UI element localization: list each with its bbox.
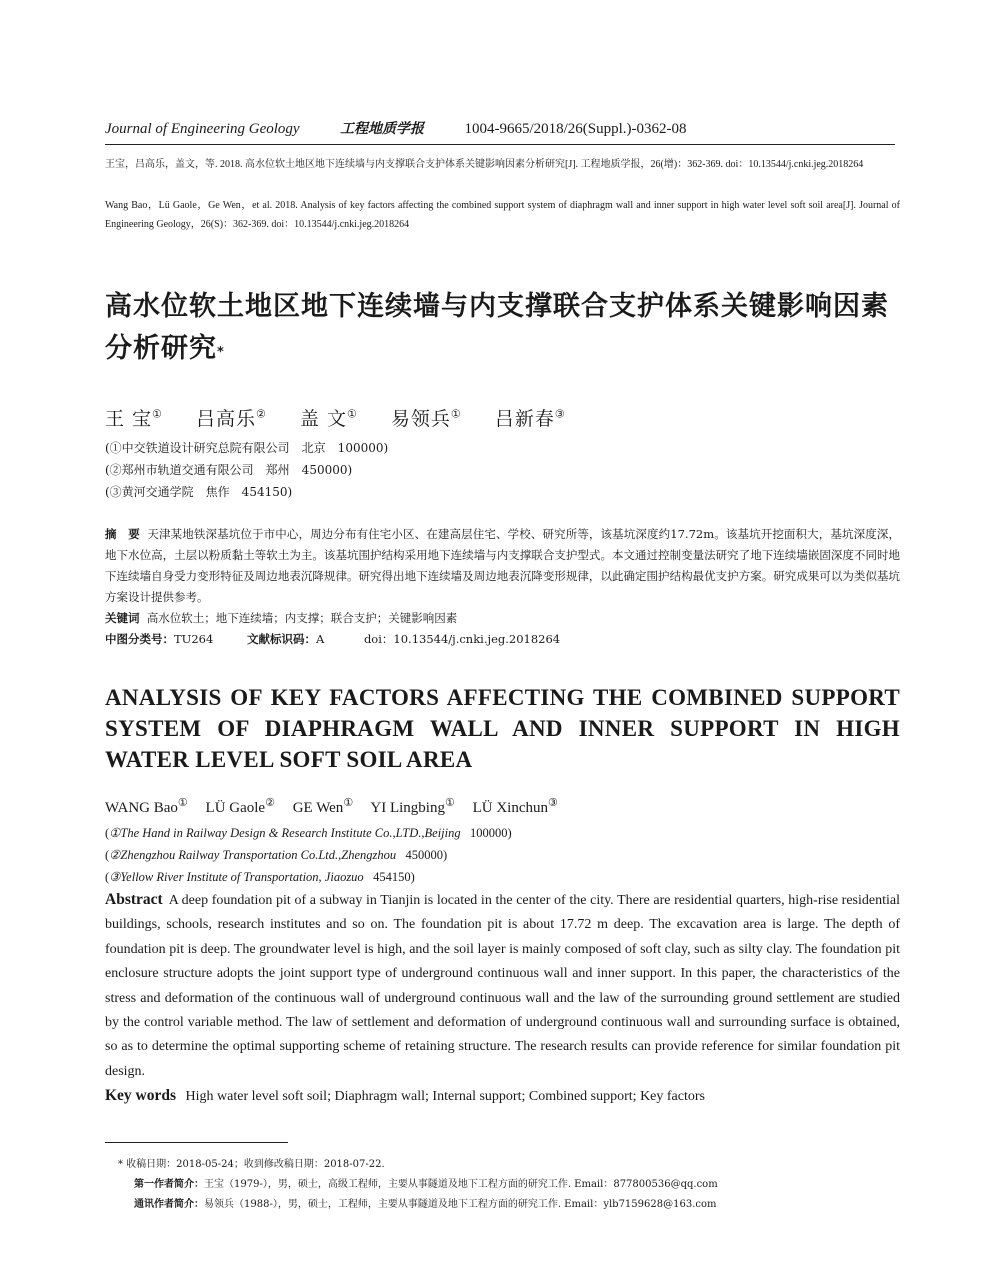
author-name: 盖 文 (299, 408, 347, 430)
authors-cn (105, 404, 592, 431)
author-cn (495, 408, 566, 430)
author-name: LÜ Xinchun (472, 800, 548, 816)
postal-code: 100000) (470, 826, 512, 840)
clc-label: 中图分类号： (105, 632, 174, 646)
author-en (292, 797, 354, 816)
corresponding-author-note (118, 1195, 718, 1215)
doc-code-value: A (315, 632, 325, 646)
keywords-cn (105, 608, 900, 629)
first-author-text: 王宝（1979-），男，硕士，高级工程师，主要从事隧道及地下工程方面的研究工作. Email：877800536@qq.com (204, 1179, 718, 1190)
author-cn (391, 408, 462, 430)
footnotes (118, 1155, 718, 1215)
author-name: GE Wen (292, 800, 344, 816)
corresponding-author-text: 易领兵（1988-），男，硕士，工程师，主要从事隧道及地下工程方面的研究工作. Email：ylb7159628@163.com (204, 1199, 717, 1210)
author-name: 吕高乐 (195, 408, 256, 430)
author-aff-mark: ① (152, 407, 163, 421)
footnote-rule (105, 1142, 288, 1143)
affiliation-cn: (①中交铁道设计研究总院有限公司 北京 100000) (105, 441, 389, 455)
affiliation-cn: (③黄河交通学院 焦作 454150) (105, 485, 293, 499)
postal-code: 450000) (405, 848, 448, 862)
abstract-en-text: A deep foundation pit of a subway in Tianjin is located in the center of the city. There are residential quarters, high-rise residential buildings, schools, research institutes and so on. The foundation pit is about 17.72 m deep. The excavation area is large. The depth of foundation pit is deep. The groundwater level is high, and the soil layer is mainly composed of soft clay, such as silty clay. The foundation pit enclosure structure adopts the joint support type of underground continuous wall and inner support. In this paper, the characteristics of the stress and deformation of the continuous wall of underground continuous wall and the law of the surrounding ground settlement are studied by the control variable method. The law of settlement and deformation of underground continuous wall and surrounding surface is obtained, so as to determine the optimal supporting scheme of retaining structure. The research results can provide reference for similar foundation pit design. (105, 893, 900, 1079)
citation-en: Wang Bao，Lü Gaole，Ge Wen，et al. 2018. Analysis of key factors affecting the combined support system of diaphragm wall and inner support in high water level soft soil area[J]. Journal of Engineering Geology，26(S)：362-369. doi：10.13544/j.cnki.jeg.2018264 (105, 200, 900, 230)
affiliation-cn: (②郑州市轨道交通有限公司 郑州 450000) (105, 463, 353, 477)
author-cn (105, 408, 163, 430)
clc-value: TU264 (174, 632, 214, 646)
author-cn (196, 408, 267, 430)
author-aff-mark: ① (444, 797, 455, 809)
keywords-cn-text: 高水位软土；地下连续墙；内支撑；联合支护；关键影响因素 (146, 611, 458, 625)
journal-name: Journal of Engineering Geology (105, 121, 300, 137)
authors-en (105, 796, 572, 817)
abstract-en-body (105, 888, 900, 1084)
postal-code: 454150) (373, 870, 415, 884)
doc-code-label: 文献标识码： (246, 632, 316, 646)
title-cn-text: 高水位软土地区地下连续墙与内支撑联合支护体系关键影响因素分析研究 (105, 291, 889, 364)
abstract-cn-text: 天津某地铁深基坑位于市中心，周边分布有住宅小区、在建高层住宅、学校、研究所等，该基坑深度约17.72m。该基坑开挖面积大，基坑深度深，地下水位高，土层以粉质黏土等软土为主。该基坑围护结构采用地下连续墙与内支撑联合支护型式。本文通过控制变量法研究了地下连续墙嵌固深度不同时地下连续墙自身受力变形特征及周边地表沉降规律。研究得出地下连续墙及周边地表沉降变形规律，以此确定围护结构最优支护方案。研究成果可以为类似基坑方案设计提供参考。 (105, 527, 901, 604)
author-aff-mark: ① (450, 407, 462, 421)
affiliation-name: ③Yellow River Institute of Transportation, Jiaozuo (109, 870, 364, 884)
affiliation-name: ②Zhengzhou Railway Transportation Co.Ltd.,Zhengzhou (109, 848, 397, 862)
author-name: LÜ Gaole (205, 800, 266, 816)
author-name: 吕新春 (494, 408, 555, 430)
affiliation-en (105, 844, 447, 866)
author-aff-mark: ③ (548, 797, 558, 809)
running-header (105, 118, 895, 138)
author-name: 易领兵 (390, 408, 451, 430)
keywords-en-text: High water level soft soil; Diaphragm wall; Internal support; Combined support; Key factors (185, 1089, 705, 1105)
classification-line (105, 629, 900, 650)
author-aff-mark: ② (255, 407, 267, 421)
title-footnote-mark: * (217, 345, 225, 360)
keywords-en (105, 1084, 900, 1109)
abstract-en (105, 888, 900, 1110)
author-aff-mark: ① (343, 797, 354, 809)
paren: ( (105, 848, 110, 862)
abstract-en-label: Abstract (105, 891, 163, 908)
author-en (472, 797, 558, 816)
title-en: ANALYSIS OF KEY FACTORS AFFECTING THE COMBINED SUPPORT SYSTEM OF DIAPHRAGM WALL AND INNER SUPPORT IN HIGH WATER LEVEL SOFT SOIL AREA (105, 685, 900, 772)
keywords-en-label: Key words (105, 1087, 177, 1105)
abstract-cn (105, 524, 900, 650)
affiliation-en (105, 866, 415, 888)
author-en (105, 797, 188, 816)
first-author-note (118, 1175, 718, 1195)
author-aff-mark: ③ (554, 407, 566, 421)
affiliation-name: ①The Hand in Railway Design & Research Institute Co.,LTD.,Beijing (109, 826, 461, 840)
abstract-cn-body (105, 524, 900, 608)
author-aff-mark: ② (265, 797, 275, 809)
author-name: WANG Bao (105, 800, 178, 816)
doi-cn: doi：10.13544/j.cnki.jeg.2018264 (363, 632, 561, 646)
author-name: YI Lingbing (370, 800, 445, 816)
author-cn (300, 408, 358, 430)
author-name: 王 宝 (105, 408, 153, 430)
title-cn (105, 286, 900, 370)
abstract-cn-label: 摘 要 (105, 527, 140, 541)
citation-cn: 王宝，吕高乐，盖文，等. 2018. 高水位软土地区地下连续墙与内支撑联合支护体系关键影响因素分析研究[J]. 工程地质学报，26(增)：362-369. doi：10.13544/j.cnki.jeg.2018264 (105, 159, 864, 170)
first-author-label: 第一作者简介： (134, 1179, 204, 1190)
received-date: * 收稿日期：2018-05-24；收到修改稿日期：2018-07-22. (118, 1159, 385, 1170)
author-aff-mark: ① (177, 797, 188, 809)
keywords-cn-label: 关键词 (105, 611, 140, 625)
header-rule (105, 144, 895, 145)
paren: ( (105, 870, 110, 884)
journal-name-cn: 工程地质学报 (340, 121, 424, 137)
affiliation-en (105, 822, 512, 844)
paren: ( (105, 826, 110, 840)
issn-line: 1004-9665/2018/26(Suppl.)-0362-08 (464, 121, 687, 137)
author-en (205, 797, 275, 816)
author-en (370, 797, 455, 816)
author-aff-mark: ① (346, 407, 358, 421)
corresponding-author-label: 通讯作者简介： (134, 1199, 204, 1210)
